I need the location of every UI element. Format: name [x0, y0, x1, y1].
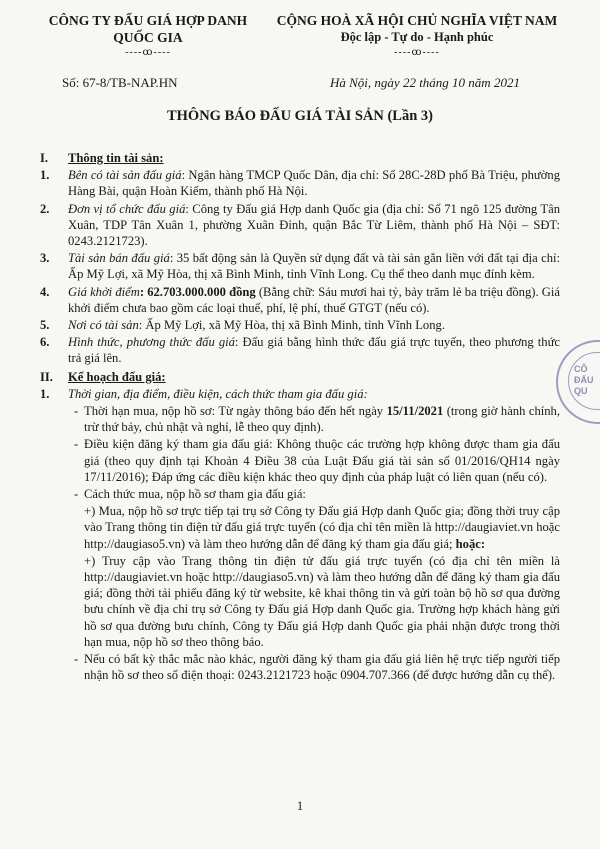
place-date: Hà Nội, ngày 22 tháng 10 năm 2021 — [330, 75, 520, 90]
participation-item — [40, 386, 560, 402]
org-name-line2: QUỐC GIA — [113, 30, 183, 45]
item-text: (Bằng chữ: Sáu mươi hai tỷ, bảy trăm lẻ ba triệu đồng). Giá khởi điểm chưa bao gồm các loại thuế, phí, lệ phí, thuế GTGT (nếu có). — [68, 284, 560, 315]
bullet-text: (trong giờ hành chính, trừ thứ bảy, chủ nhật và nghỉ, lễ theo quy định). — [84, 404, 561, 435]
section-number: I. — [40, 151, 49, 165]
section-title: Thông tin tài sản: — [68, 151, 164, 165]
deadline-date: 15/11/2021 — [386, 404, 444, 419]
item-number: 4. — [40, 284, 50, 299]
document-title: THÔNG BÁO ĐẤU GIÁ TÀI SẢN (Lần 3) — [166, 108, 433, 124]
asset-item — [40, 250, 560, 282]
section-1-heading — [40, 150, 560, 166]
asset-location-item — [40, 317, 560, 333]
item-label: Đơn vị tổ chức đấu giá — [68, 201, 186, 216]
asset-owner-item — [40, 167, 560, 199]
page-number: 1 — [296, 798, 304, 813]
option-text: +) Truy cập vào Trang thông tin điện tử đấu giá trực tuyến (có địa chỉ tên miền là http://daugiaviet.vn hoặc http://daugiaso5.vn) và làm theo hướng dẫn để đăng ký tham gia đấu giá; đồng thời tải phiếu đăng ký từ website, kê khai thông tin và gửi toàn bộ hồ sơ qua đường bưu chính về địa chỉ trụ sở Công ty Đấu giá Hợp danh Quốc gia. Trường hợp khách hàng gửi hồ sơ qua đường bưu chính, Công ty Đấu giá Hợp danh Quốc gia phải nhận được trong thời hạn mua, nộp hồ sơ theo thông báo. — [84, 553, 560, 649]
submission-option-2 — [40, 553, 560, 650]
seal-text-line: ĐẤU — [574, 375, 594, 385]
submission-method-bullet — [40, 486, 560, 502]
item-label: Bên có tài sản đấu giá — [68, 168, 182, 183]
bullet-text: Cách thức mua, nộp hồ sơ tham gia đấu giá: — [84, 487, 306, 502]
deadline-bullet — [40, 403, 560, 435]
eligibility-bullet — [40, 436, 560, 485]
seal-text-line: QU — [574, 386, 588, 396]
seal-text — [574, 364, 594, 397]
bullet-dash: - — [74, 404, 79, 419]
item-label: Nơi có tài sản — [68, 318, 139, 333]
seal-text-line: CÔ — [574, 364, 588, 374]
item-label: Tài sản bán đấu giá — [68, 251, 170, 266]
bullet-text: Điều kiện đăng ký tham gia đấu giá: Không thuộc các trường hợp không được tham gia đấu giá (theo quy định tại Khoản 4 Điều 38 của Luật Đấu giá tài sản số 01/2016/QH14 ngày 17/11/2016); Đáp ứng các điều kiện khác theo quy định của pháp luật có liên quan (nếu có). — [84, 437, 560, 484]
company-seal — [556, 340, 600, 424]
bullet-text: Nếu có bất kỳ thắc mắc nào khác, người đăng ký tham gia đấu giá liên hệ trực tiếp người tiếp nhận hồ sơ theo số điện thoại: 0243.2121723 hoặc 0904.707.366 (để được hướng dẫn cụ thể). — [84, 652, 560, 683]
document-number: Số: 67-8/TB-NAP.HN — [62, 75, 178, 90]
submission-option-1 — [40, 503, 560, 552]
contact-bullet — [40, 651, 560, 683]
item-number: 3. — [40, 251, 50, 266]
item-number: 6. — [40, 335, 50, 350]
item-label: Thời gian, địa điểm, điều kiện, cách thức tham gia đấu giá: — [68, 386, 368, 401]
item-text: : Ấp Mỹ Lợi, xã Mỹ Hòa, thị xã Bình Minh, tỉnh Vĩnh Long. — [138, 318, 445, 333]
section-title: Kế hoạch đấu giá: — [68, 369, 166, 384]
section-number: II. — [40, 369, 53, 384]
nation-title: CỘNG HOÀ XÃ HỘI CHỦ NGHĨA VIỆT NAM — [276, 13, 558, 28]
item-text: : Công ty Đấu giá Hợp danh Quốc gia (địa chỉ: Số 71 ngõ 125 đường Tân Xuân, TDP Tân Xuân 1, phường Xuân Đỉnh, quận Bắc Từ Liêm, thành phố Hà Nội – SĐT: 0243.2121723). — [68, 201, 560, 249]
org-name-line1: CÔNG TY ĐẤU GIÁ HỢP DANH — [48, 13, 248, 28]
organization-header — [48, 12, 248, 60]
item-text: : Đấu giá bằng hình thức đấu giá trực tuyến, theo phương thức trả giá lên. — [68, 335, 560, 366]
item-label: Giá khởi điểm — [68, 284, 140, 299]
starting-price-item — [40, 284, 560, 316]
nation-ornament: ----ꝏ---- — [394, 47, 440, 58]
starting-price-value: : 62.703.000.000 đồng — [139, 284, 256, 299]
option-text: +) Mua, nộp hồ sơ trực tiếp tại trụ sở Công ty Đấu giá Hợp danh Quốc gia; đồng thời truy cập vào Trang thông tin điện tử đấu giá trực tuyến (có địa chỉ tên miền là http://daugiaviet.vn hoặc http://daugiaso5.vn) và làm theo hướng dẫn để đăng ký tham gia đấu giá; — [84, 504, 560, 551]
bullet-dash: - — [74, 487, 79, 502]
organizer-item — [40, 201, 560, 250]
item-number: 1. — [40, 386, 50, 401]
item-number: 1. — [40, 168, 50, 183]
item-number: 2. — [40, 201, 50, 216]
org-ornament: ----ꝏ---- — [125, 47, 171, 58]
option-or: hoặc: — [455, 536, 486, 551]
bullet-text: Thời hạn mua, nộp hồ sơ: Từ ngày thông báo đến hết ngày — [84, 404, 387, 419]
item-label: Hình thức, phương thức đấu giá — [68, 335, 235, 350]
bullet-dash: - — [74, 437, 79, 452]
item-text: : Ngân hàng TMCP Quốc Dân, địa chỉ: Số 28C-28D phố Bà Triệu, phường Hàng Bài, quận Hoàn Kiếm, thành phố Hà Nội. — [68, 168, 560, 199]
nation-motto: Độc lập - Tự do - Hạnh phúc — [340, 30, 494, 44]
document-body — [40, 148, 560, 685]
item-number: 5. — [40, 318, 50, 333]
auction-method-item — [40, 334, 560, 366]
bullet-dash: - — [74, 652, 79, 667]
section-2-heading — [40, 369, 560, 385]
item-text: : 35 bất động sản là Quyền sử dụng đất và tài sản gắn liền với đất tại địa chỉ: Ấp Mỹ Lợi, xã Mỹ Hòa, thị xã Bình Minh, tỉnh Vĩnh Long. Cụ thể theo danh mục đính kèm. — [68, 251, 561, 282]
national-header — [257, 12, 577, 60]
